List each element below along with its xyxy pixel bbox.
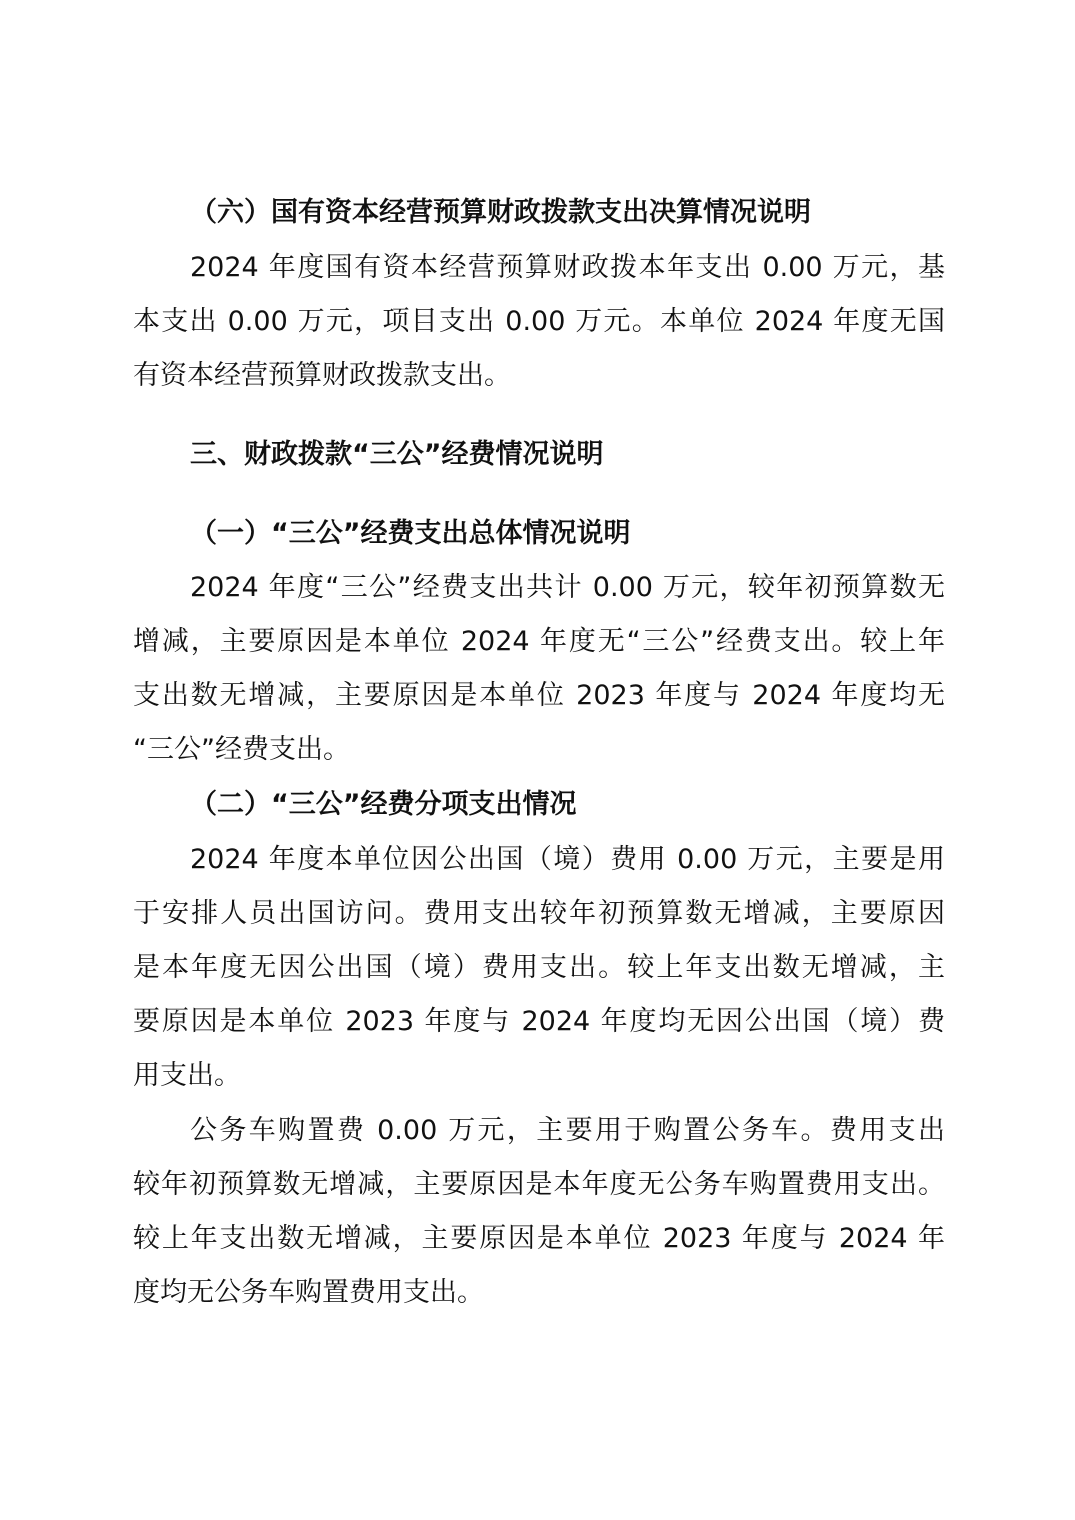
paragraph-line: 增减，主要原因是本单位 2024 年度无“三公”经费支出。较上年 — [133, 626, 945, 657]
paragraph-line: 用支出。 — [133, 1060, 241, 1091]
paragraph-line: 较上年支出数无增减，主要原因是本单位 2023 年度与 2024 年 — [133, 1223, 945, 1254]
paragraph-line: 要原因是本单位 2023 年度与 2024 年度均无因公出国（境）费 — [133, 1006, 945, 1037]
paragraph-line: 于安排人员出国访问。费用支出较年初预算数无增减，主要原因 — [133, 898, 945, 929]
subsection-heading-1: （一）“三公”经费支出总体情况说明 — [190, 518, 631, 549]
paragraph-line: 2024 年度“三公”经费支出共计 0.00 万元，较年初预算数无 — [190, 572, 945, 603]
paragraph-line: 度均无公务车购置费用支出。 — [133, 1277, 484, 1308]
paragraph-line: 2024 年度本单位因公出国（境）费用 0.00 万元，主要是用 — [190, 844, 945, 875]
subsection-heading-2: （二）“三公”经费分项支出情况 — [190, 789, 577, 820]
paragraph-line: 公务车购置费 0.00 万元，主要用于购置公务车。费用支出 — [190, 1115, 945, 1146]
paragraph-line: “三公”经费支出。 — [133, 734, 350, 765]
section-heading-6: （六）国有资本经营预算财政拨款支出决算情况说明 — [190, 197, 811, 228]
part-heading-3: 三、财政拨款“三公”经费情况说明 — [190, 439, 604, 470]
paragraph-line: 支出数无增减，主要原因是本单位 2023 年度与 2024 年度均无 — [133, 680, 945, 711]
paragraph-line: 有资本经营预算财政拨款支出。 — [133, 360, 511, 391]
paragraph-line: 较年初预算数无增减，主要原因是本年度无公务车购置费用支出。 — [133, 1169, 945, 1200]
paragraph-line: 是本年度无因公出国（境）费用支出。较上年支出数无增减，主 — [133, 952, 945, 983]
paragraph-line: 本支出 0.00 万元，项目支出 0.00 万元。本单位 2024 年度无国 — [133, 306, 945, 337]
paragraph-line: 2024 年度国有资本经营预算财政拨本年支出 0.00 万元，基 — [190, 252, 945, 283]
